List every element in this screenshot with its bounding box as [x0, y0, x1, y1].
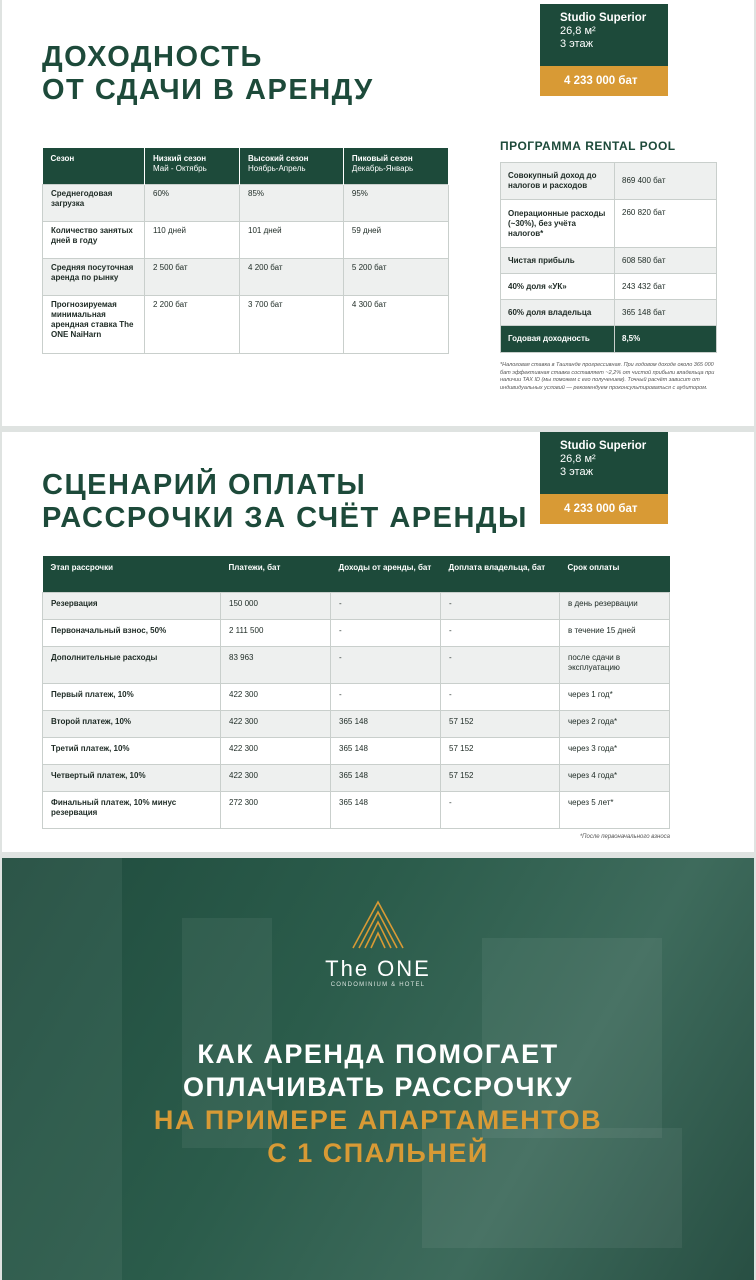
table-header: Сезон — [43, 148, 145, 184]
table-row: 40% доля «УК» 243 432 бат — [501, 274, 717, 300]
unit-floor: 3 этаж — [560, 466, 593, 478]
brand-tagline: CONDOMINIUM & HOTEL — [330, 982, 426, 988]
table-row: Второй платеж, 10% 422 300 365 148 57 152 через 2 года* — [43, 710, 670, 737]
table-row: Первоначальный взнос, 50% 2 111 500 - - в течение 15 дней — [43, 619, 670, 646]
unit-title: Studio Superior — [560, 12, 647, 24]
table-header: Этап рассрочки — [43, 556, 221, 592]
tax-footnote: *Налоговая ставка в Таиланде прогрессивная. При годовом доходе около 365 000 бат эффективная ставка составляет ~2,2% от чистой прибыли владельца при наличии TAX ID (мы поможем с его получением). Точный расчёт зависит от индивидуальных условий — рекомендуем проконсультироваться с аудитором. — [500, 362, 715, 391]
unit-title: Studio Superior — [560, 440, 647, 452]
table-row: Прогнозируемая минимальная арендная ставка The ONE NaiHarn 2 200 бат 3 700 бат 4 300 бат — [43, 295, 449, 353]
brand-name: The ONE — [325, 956, 431, 981]
table-row: Операционные расходы (~30%), без учёта налогов* 260 820 бат — [501, 200, 717, 248]
table-header: Пиковый сезон Декабрь-Январь — [343, 148, 448, 184]
slide-installment-scenario — [2, 432, 754, 852]
unit-floor: 3 этаж — [560, 38, 593, 50]
rental-pool-title: ПРОГРАММА RENTAL POOL — [500, 139, 676, 153]
table-row: Дополнительные расходы 83 963 - - после сдачи в эксплуатацию — [43, 646, 670, 683]
table-header: Доплата владельца, бат — [441, 556, 560, 592]
table-row: Совокупный доход до налогов и расходов 869 400 бат — [501, 163, 717, 200]
page-title: ДОХОДНОСТЬ ОТ СДАЧИ В АРЕНДУ — [42, 41, 374, 106]
unit-price: 4 233 000 бат — [540, 66, 668, 96]
installment-table — [42, 556, 670, 829]
table-row: Средняя посуточная аренда по рынку 2 500 бат 4 200 бат 5 200 бат — [43, 258, 449, 295]
page-title: СЦЕНАРИЙ ОПЛАТЫ РАССРОЧКИ ЗА СЧЁТ АРЕНДЫ — [42, 469, 528, 534]
table-row: Финальный платеж, 10% минус резервация 272 300 365 148 - через 5 лет* — [43, 791, 670, 828]
table-row: Первый платеж, 10% 422 300 - - через 1 год* — [43, 683, 670, 710]
price-card — [540, 432, 668, 524]
unit-area: 26,8 м² — [560, 453, 596, 465]
rental-pool-table — [500, 162, 717, 353]
table-row-total: Годовая доходность 8,5% — [501, 326, 717, 353]
installment-footnote: *После первоначального взноса — [579, 834, 670, 840]
unit-area: 26,8 м² — [560, 25, 596, 37]
table-row: Четвертый платеж, 10% 422 300 365 148 57 152 через 4 года* — [43, 764, 670, 791]
building-logo-icon — [349, 898, 407, 952]
table-row: Третий платеж, 10% 422 300 365 148 57 152 через 3 года* — [43, 737, 670, 764]
unit-price: 4 233 000 бат — [540, 494, 668, 524]
table-row: Чистая прибыль 608 580 бат — [501, 248, 717, 274]
table-header: Платежи, бат — [221, 556, 331, 592]
slide-rental-yield — [2, 0, 754, 426]
table-header: Низкий сезон Май - Октябрь — [145, 148, 240, 184]
table-row: Среднегодовая загрузка 60% 85% 95% — [43, 184, 449, 221]
table-row: Количество занятых дней в году 110 дней 101 дней 59 дней — [43, 221, 449, 258]
price-card — [540, 4, 668, 96]
hero-headline: КАК АРЕНДА ПОМОГАЕТ ОПЛАЧИВАТЬ РАССРОЧКУ НА ПРИМЕРЕ АПАРТАМЕНТОВ С 1 СПАЛЬНЕЙ — [153, 1039, 603, 1168]
table-row: Резервация 150 000 - - в день резервации — [43, 592, 670, 619]
table-header: Высокий сезон Ноябрь-Апрель — [240, 148, 344, 184]
table-row: 60% доля владельца 365 148 бат — [501, 300, 717, 326]
season-table — [42, 148, 449, 354]
hero-slide — [2, 858, 754, 1280]
table-header: Срок оплаты — [560, 556, 670, 592]
table-header: Доходы от аренды, бат — [331, 556, 441, 592]
